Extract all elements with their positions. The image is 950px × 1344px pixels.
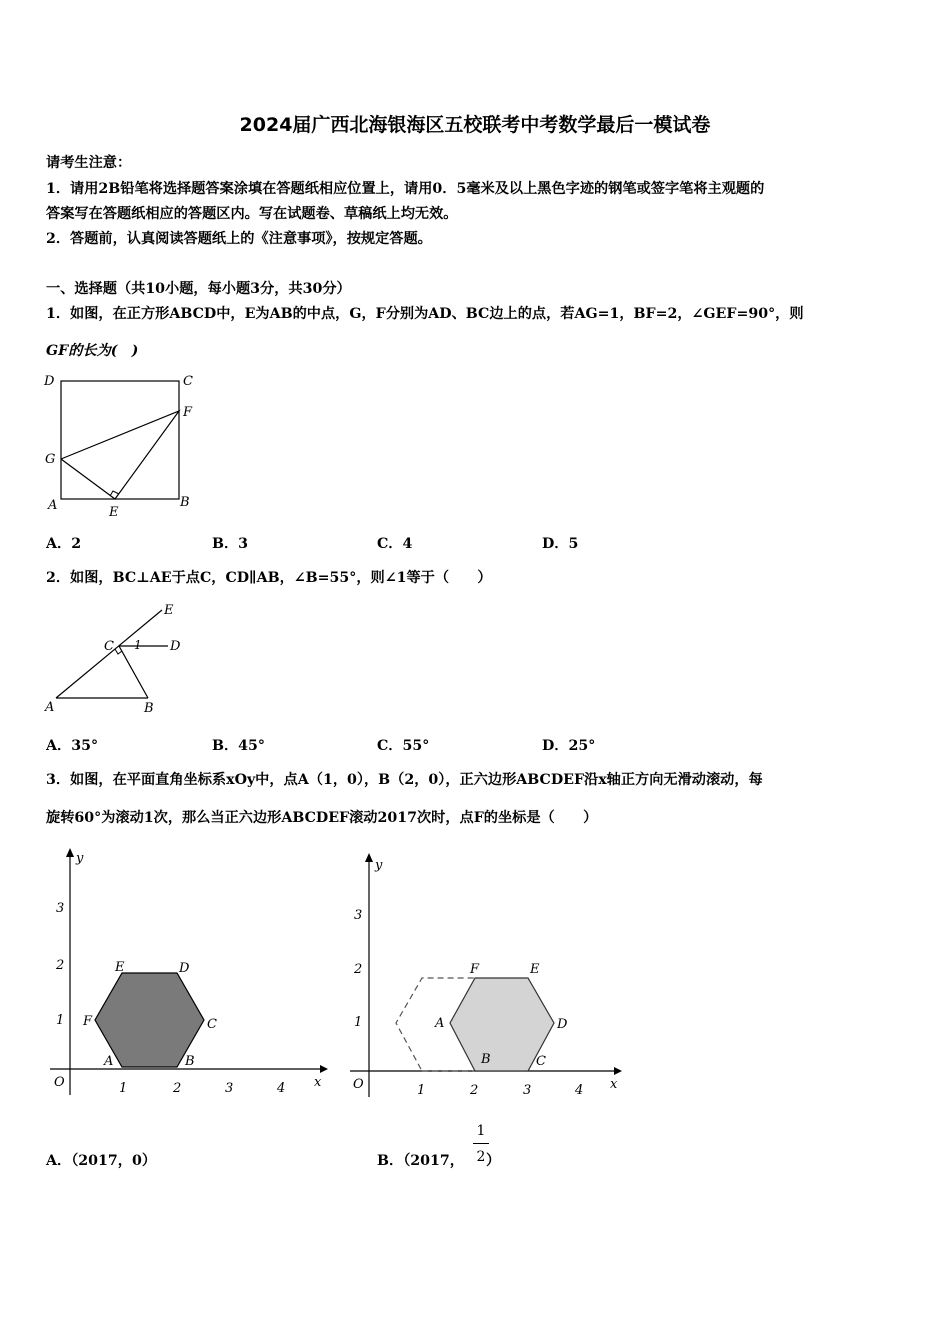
x-axis-label: x (314, 1075, 322, 1090)
vertex-d: D (557, 1017, 568, 1032)
vertex-d: D (179, 961, 190, 976)
origin-label: O (353, 1077, 364, 1092)
label-d: D (170, 639, 181, 654)
notice-item-2: 2．答题前，认真阅读答题纸上的《注意事项》，按规定答题。 (46, 231, 432, 247)
q2-option-c[interactable]: C．55° (377, 738, 430, 754)
origin-label: O (54, 1075, 65, 1090)
label-b: B (144, 701, 154, 716)
tick-y-2: 2 (354, 962, 363, 977)
q1-option-a[interactable]: A．2 (46, 536, 82, 552)
q2-option-b[interactable]: B．45° (212, 738, 266, 754)
x-axis-label: x (610, 1077, 618, 1092)
vertex-c: C (207, 1017, 217, 1032)
vertex-a: A (435, 1016, 445, 1031)
notice-heading: 请考生注意： (46, 155, 132, 171)
tick-x-1: 1 (417, 1083, 426, 1098)
label-a: A (48, 498, 58, 513)
vertex-f: F (83, 1014, 93, 1029)
q3-option-a[interactable]: A．（2017，0） (46, 1153, 157, 1169)
tick-y-1: 1 (354, 1015, 363, 1030)
label-g: G (45, 452, 56, 467)
hexagon-abcdef (95, 973, 204, 1067)
vertex-c: C (536, 1054, 546, 1069)
x-axis-arrow (320, 1065, 328, 1073)
q1-figure (40, 368, 210, 520)
label-f: F (183, 405, 193, 420)
angle-1-label: 1 (134, 638, 142, 652)
tick-y-1: 1 (56, 1013, 65, 1028)
label-e: E (164, 603, 174, 618)
q2-stem: 2．如图，BC⊥AE于点C，CD∥AB，∠B=55°，则∠1等于（ ） (46, 570, 492, 586)
y-axis-label: y (76, 851, 84, 866)
vertex-b: B (185, 1054, 195, 1069)
y-axis-label: y (375, 858, 383, 873)
label-a: A (45, 700, 55, 715)
label-b: B (180, 495, 190, 510)
q3-figure-1 (40, 840, 335, 1105)
vertex-e: E (530, 962, 540, 977)
q3-stem-line2: 旋转60°为滚动1次，那么当正六边形ABCDEF滚动2017次时，点F的坐标是（ ） (46, 810, 598, 826)
tick-x-2: 2 (470, 1083, 479, 1098)
line-ae (56, 610, 162, 698)
label-c: C (183, 374, 193, 389)
q2-figure (40, 598, 200, 718)
fraction-denominator: 2 (476, 1149, 486, 1165)
label-c: C (104, 639, 114, 654)
vertex-f: F (470, 962, 480, 977)
q3-option-b-prefix: B．（2017， (377, 1153, 464, 1169)
q1-option-d[interactable]: D．5 (542, 536, 579, 552)
vertex-a: A (104, 1054, 114, 1069)
tick-x-4: 4 (575, 1083, 584, 1098)
tick-y-3: 3 (56, 901, 65, 916)
tick-x-3: 3 (225, 1081, 234, 1096)
fraction-numerator: 1 (476, 1123, 486, 1139)
tick-x-4: 4 (277, 1081, 286, 1096)
fraction-bar (473, 1143, 489, 1144)
tick-x-3: 3 (523, 1083, 532, 1098)
q1-stem-line2: GF的长为( ) (46, 343, 139, 359)
q3-option-b-suffix: ） (485, 1153, 501, 1169)
triangle-gef (61, 411, 179, 499)
q2-option-d[interactable]: D．25° (542, 738, 596, 754)
y-axis-arrow (66, 848, 74, 857)
q1-option-b[interactable]: B．3 (212, 536, 249, 552)
notice-item-1-line1: 1．请用2B铅笔将选择题答案涂填在答题纸相应位置上，请用0．5毫米及以上黑色字迹的钢笔或签字笔将主观题的 (46, 181, 765, 197)
y-axis-arrow (365, 853, 373, 862)
label-d: D (44, 374, 55, 389)
notice-item-1-line2: 答案写在答题纸相应的答题区内。写在试题卷、草稿纸上均无效。 (46, 206, 458, 222)
q3-stem-line1: 3．如图，在平面直角坐标系xOy中，点A（1，0），B（2，0），正六边形ABCDEF沿x轴正方向无滑动滚动，每 (46, 772, 763, 788)
label-e: E (109, 505, 119, 520)
vertex-e: E (115, 960, 125, 975)
line-bc (119, 646, 148, 698)
page-title: 2024届广西北海银海区五校联考中考数学最后一模试卷 (239, 114, 711, 136)
vertex-b: B (481, 1052, 491, 1067)
q1-option-c[interactable]: C．4 (377, 536, 413, 552)
section-heading: 一、选择题（共10小题，每小题3分，共30分） (46, 281, 351, 297)
x-axis-arrow (614, 1067, 622, 1075)
q1-stem-line1: 1．如图，在正方形ABCD中，E为AB的中点，G，F分别为AD、BC边上的点，若AG=1，BF=2，∠GEF=90°，则 (46, 306, 804, 322)
q3-figure-2 (340, 845, 630, 1105)
q2-option-a[interactable]: A．35° (46, 738, 99, 754)
tick-x-2: 2 (173, 1081, 182, 1096)
tick-y-3: 3 (354, 908, 363, 923)
square-abcd (61, 381, 179, 499)
tick-x-1: 1 (119, 1081, 128, 1096)
tick-y-2: 2 (56, 958, 65, 973)
